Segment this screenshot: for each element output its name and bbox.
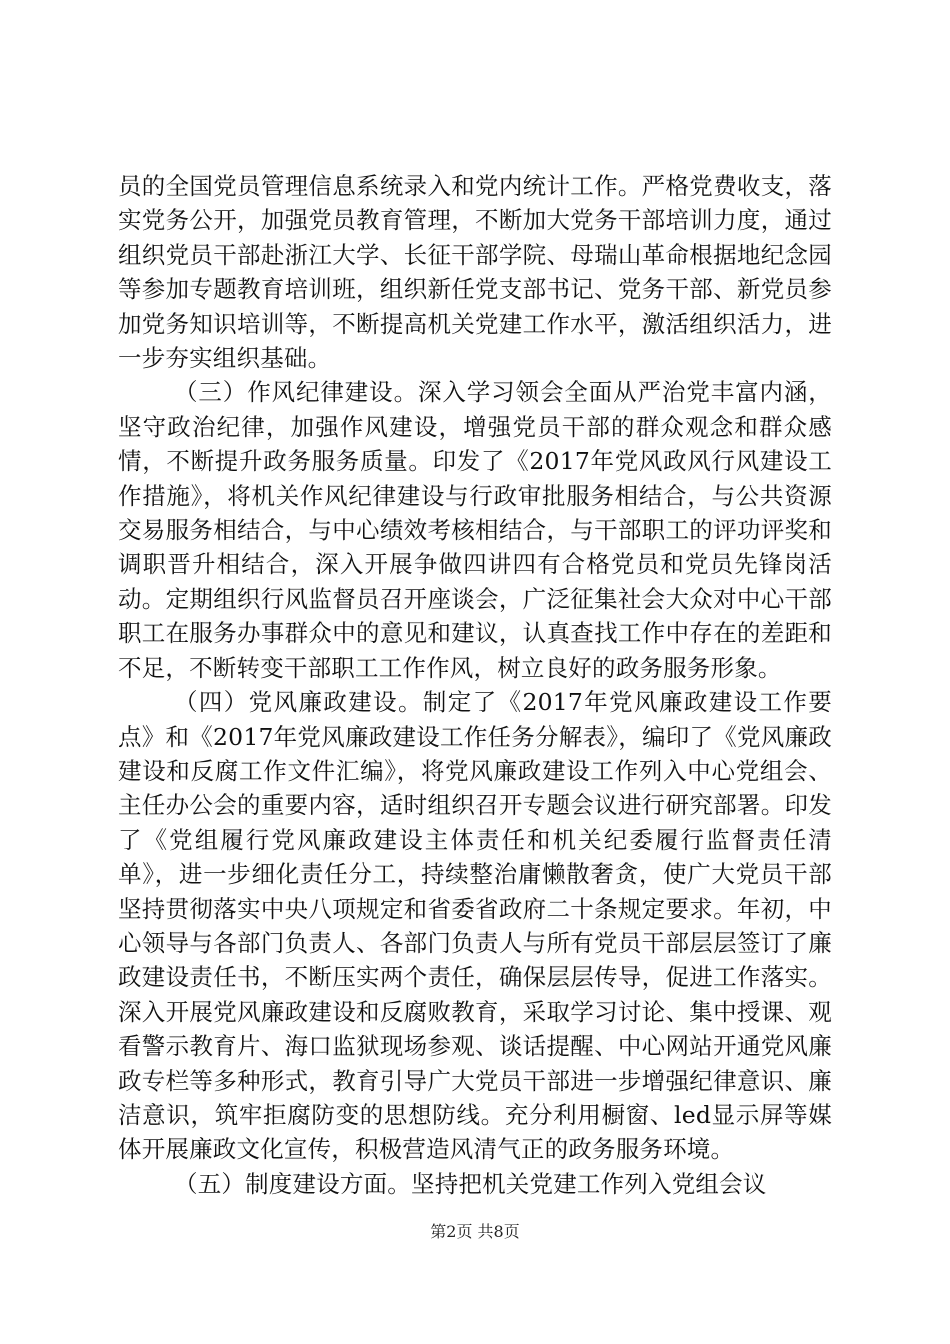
document-body [118, 169, 832, 1201]
paragraph-section-5: （五）制度建设方面。坚持把机关党建工作列入党组会议 [174, 1169, 767, 1198]
page-number: 第2页 共8页 [430, 1222, 520, 1241]
paragraph-section-3: （三）作风纪律建设。深入学习领会全面从严治党丰富内涵，坚守政治纪律，加强作风建设，增强党员干部的群众观念和群众感情，不断提升政务服务质量。印发了《2017年党风政风行风建设工作措施》，将机关作风纪律建设与行政审批服务相结合，与公共资源交易服务相结合，与中心绩效考核相结合，与干部职工的评功评奖和调职晋升相结合，深入开展争做四讲四有合格党员和党员先锋岗活动。定期组织行风监督员召开座谈会，广泛征集社会大众对中心干部职工在服务办事群众中的意见和建议，认真查找工作中存在的差距和不足，不断转变干部职工工作作风，树立良好的政务服务形象。 [118, 378, 832, 682]
paragraph-continuation: 员的全国党员管理信息系统录入和党内统计工作。严格党费收支，落实党务公开，加强党员教育管理，不断加大党务干部培训力度，通过组织党员干部赴浙江大学、长征干部学院、母瑞山革命根据地纪念园等参加专题教育培训班，组织新任党支部书记、党务干部、新党员参加党务知识培训等，不断提高机关党建工作水平，激活组织活力，进一步夯实组织基础。 [118, 172, 832, 373]
paragraph-section-4: （四）党风廉政建设。制定了《2017年党风廉政建设工作要点》和《2017年党风廉政建设工作任务分解表》，编印了《党风廉政建设和反腐工作文件汇编》，将党风廉政建设工作列入中心党组会、主任办公会的重要内容，适时组织召开专题会议进行研究部署。印发了《党组履行党风廉政建设主体责任和机关纪委履行监督责任清单》，进一步细化责任分工，持续整治庸懒散奢贪，使广大党员干部坚持贯彻落实中央八项规定和省委省政府二十条规定要求。年初，中心领导与各部门负责人、各部门负责人与所有党员干部层层签订了廉政建设责任书，不断压实两个责任，确保层层传导，促进工作落实。深入开展党风廉政建设和反腐败教育，采取学习讨论、集中授课、观看警示教育片、海口监狱现场参观、谈话提醒、中心网站开通党风廉政专栏等多种形式，教育引导广大党员干部进一步增强纪律意识、廉洁意识，筑牢拒腐防变的思想防线。充分利用橱窗、led显示屏等媒体开展廉政文化宣传，积极营造风清气正的政务服务环境。 [118, 688, 832, 1164]
page-footer [0, 1222, 950, 1242]
